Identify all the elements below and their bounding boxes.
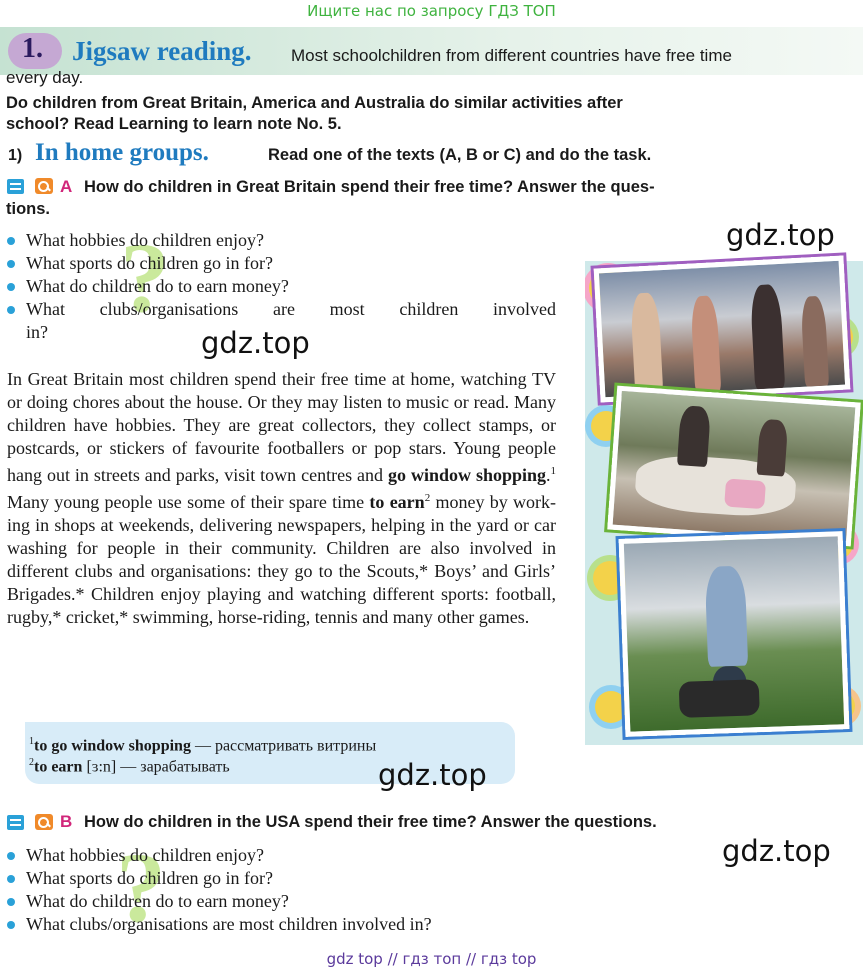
- step-text: Read one of the texts (A, B or C) and do the task.: [268, 146, 652, 164]
- step-title: In home groups.: [35, 139, 209, 166]
- section-b-bullet-4: What clubs/organisations are most children involved in?: [26, 914, 432, 934]
- section-a-text: [7, 368, 556, 629]
- section-b-bullet-1: What hobbies do children enjoy?: [26, 845, 264, 865]
- book-icon: [7, 815, 24, 830]
- section-b-question: How do children in the USA spend their free time? Answer the questions.: [84, 813, 657, 831]
- section-b-letter: B: [60, 812, 73, 831]
- question-mark-decoration: ?: [116, 832, 166, 943]
- section-a-question-line1: How do children in Great Britain spend their free time? Answer the ques-: [84, 178, 655, 196]
- section-a-bullet-1: What hobbies do children enjoy?: [26, 230, 264, 250]
- footnote-2: [29, 753, 230, 777]
- section-a-text-part2: Many young people use some of their spare time: [7, 492, 370, 512]
- exercise-number: 1.: [22, 33, 43, 64]
- exercise-intro-line1: Most schoolchildren from different countries have free time: [291, 46, 732, 65]
- step-label: 1): [8, 147, 23, 164]
- section-b-bullet-2: What sports do children go in for?: [26, 868, 273, 888]
- section-a-bullet-4: What clubs/organisations are most children involved: [26, 299, 556, 319]
- section-a-text-sup2: 2: [424, 492, 431, 504]
- gdz-watermark-1: gdz.top: [726, 218, 835, 252]
- gdz-watermark-2: gdz.top: [201, 326, 310, 360]
- section-a-bullet-3: What do children do to earn money?: [26, 276, 289, 296]
- exercise-title: Jigsaw reading.: [72, 36, 252, 66]
- section-a-bullet-4-continued: in?: [26, 322, 48, 342]
- section-a-question-line2: tions.: [6, 200, 50, 218]
- footnote-1-term: to go window shopping: [34, 737, 191, 755]
- footnote-2-term: to earn: [34, 758, 83, 776]
- footnote-2-number: 2: [29, 757, 34, 768]
- footnote-2-translation: [ɜ:n] — зарабатывать: [82, 758, 230, 776]
- section-a-text-sup1: 1: [550, 465, 557, 477]
- magnifier-icon: [35, 178, 53, 194]
- section-a-text-part3: money by working in shops at weekends, delivering newspapers, helping in the yard or car washing for people in their community. Children are also involved in different clubs and organisations: they go to the Scouts,* Boys’ and Girls’ Brigades.* Children enjoy playing and watching different sports: football, rugby,* cricket,* swimming, horse-riding, tennis and many other games.: [7, 492, 557, 627]
- section-b-bullet-3: What do children do to earn money?: [26, 891, 289, 911]
- magnifier-icon: [35, 814, 53, 830]
- exercise-question-line2: school? Read Learning to learn note No. 5.: [6, 115, 342, 133]
- exercise-question-line1: Do children from Great Britain, America and Australia do similar activities after: [6, 94, 623, 112]
- question-mark-decoration: ?: [120, 222, 170, 333]
- book-icon: [7, 179, 24, 194]
- section-a-text-part1: In Great Britain most children spend their free time at home, watching TV or doing chores about the house. Or they may listen to music or read. Many children have hobbies. They are great collectors, they collect stamps, or postcards, or stickers of favourite footballers or pop stars. Young people hang out in streets and parks, visit town centres and: [7, 369, 556, 485]
- exercise-intro-line2: every day.: [6, 68, 84, 87]
- footnote-1-number: 1: [29, 736, 34, 747]
- photo-girls-walking: [594, 256, 851, 403]
- footnote-1-translation: — рассматривать витрины: [190, 737, 377, 755]
- section-a-text-dot: .: [546, 465, 551, 485]
- photo-horse-riding: [607, 386, 860, 547]
- section-a-bullet-2: What sports do children go in for?: [26, 253, 273, 273]
- gdz-watermark-3: gdz.top: [378, 758, 487, 792]
- section-a-text-highlight2: to earn: [369, 492, 425, 512]
- top-watermark: Ищите нас по запросу ГДЗ ТОП: [307, 2, 556, 20]
- gdz-watermark-4: gdz.top: [722, 834, 831, 868]
- exercise-number-badge: [8, 33, 62, 69]
- section-a-text-highlight1: go window shopping: [388, 465, 547, 485]
- bottom-watermark: gdz top // гдз топ // гдз top: [326, 950, 537, 968]
- section-a-letter: A: [60, 177, 73, 196]
- photo-boy-mowing-lawn: [619, 531, 850, 737]
